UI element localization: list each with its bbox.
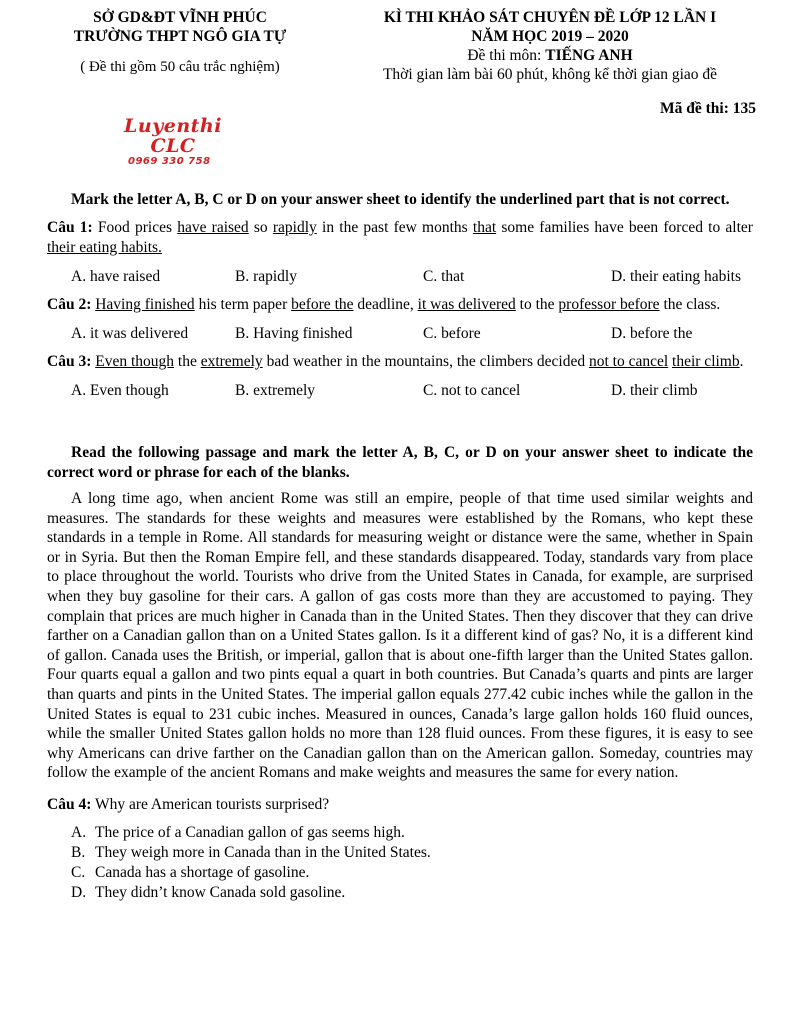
option-text: They didn’t know Canada sold gasoline. bbox=[95, 883, 346, 901]
question-text: . bbox=[739, 353, 744, 370]
section1-instruction: Mark the letter A, B, C or D on your answer sheet to identify the underlined part that is not correct. bbox=[71, 191, 730, 208]
question-label: Câu 3: bbox=[47, 353, 92, 370]
option-letter: B. bbox=[71, 843, 86, 861]
underlined-part: have raised bbox=[177, 219, 249, 236]
option-b: B. Having finished bbox=[235, 325, 353, 342]
subject-line bbox=[340, 46, 760, 65]
option-a: A. it was delivered bbox=[71, 325, 189, 342]
option-letter: D. bbox=[71, 883, 87, 901]
department-name: SỞ GD&ĐT VĨNH PHÚC bbox=[93, 9, 267, 26]
underlined-part: before the bbox=[291, 296, 354, 313]
option-d bbox=[71, 883, 753, 903]
exam-content bbox=[47, 190, 753, 903]
question-3-options bbox=[47, 381, 753, 401]
underlined-part: that bbox=[472, 219, 497, 236]
watermark-logo bbox=[98, 116, 248, 168]
exam-title: KÌ THI KHẢO SÁT CHUYÊN ĐỀ LỚP 12 LẦN I bbox=[383, 9, 717, 26]
question-1 bbox=[47, 218, 753, 258]
question-count-note: ( Đề thi gồm 50 câu trắc nghiệm) bbox=[80, 59, 280, 75]
question-2 bbox=[47, 295, 753, 315]
option-c bbox=[71, 863, 753, 883]
exam-header bbox=[340, 8, 760, 84]
option-b bbox=[71, 843, 753, 863]
option-b: B. extremely bbox=[235, 382, 316, 399]
subject-name: TIẾNG ANH bbox=[545, 47, 633, 64]
time-note: Thời gian làm bài 60 phút, không kể thời gian giao đề bbox=[382, 66, 718, 83]
option-a: A. Even though bbox=[71, 382, 169, 399]
exam-code: Mã đề thi: 135 bbox=[659, 100, 756, 117]
question-1-options bbox=[47, 267, 753, 287]
question-text: bad weather in the mountains, the climbers decided bbox=[262, 353, 589, 370]
question-text: some families have been forced to alter bbox=[496, 219, 753, 236]
question-text: to the bbox=[515, 296, 559, 313]
underlined-part: not to cancel bbox=[588, 353, 669, 370]
underlined-part: their climb bbox=[672, 353, 740, 370]
underlined-part: it was delivered bbox=[417, 296, 516, 313]
underlined-part: their eating habits. bbox=[47, 239, 162, 256]
question-2-options bbox=[47, 324, 753, 344]
question-text: so bbox=[248, 219, 273, 236]
option-letter: A. bbox=[71, 823, 87, 841]
question-4 bbox=[47, 795, 753, 815]
option-d: D. before the bbox=[611, 325, 693, 342]
question-4-options bbox=[47, 823, 753, 903]
question-text: deadline, bbox=[353, 296, 418, 313]
question-label: Câu 2: bbox=[47, 296, 92, 313]
underlined-part: professor before bbox=[558, 296, 660, 313]
question-text: in the past few months bbox=[316, 219, 473, 236]
school-year: NĂM HỌC 2019 – 2020 bbox=[471, 28, 629, 45]
underlined-part: extremely bbox=[200, 353, 263, 370]
question-label: Câu 1: bbox=[47, 219, 93, 236]
option-a bbox=[71, 823, 753, 843]
option-c: C. not to cancel bbox=[423, 382, 521, 399]
school-header bbox=[30, 8, 330, 77]
school-name: TRƯỜNG THPT NGÔ GIA TỰ bbox=[73, 28, 287, 45]
subject-prefix: Đề thi môn: bbox=[467, 47, 546, 64]
watermark-brand: Luyenthi CLC bbox=[124, 115, 222, 157]
option-text: Canada has a shortage of gasoline. bbox=[95, 863, 310, 881]
question-text: Why are American tourists surprised? bbox=[91, 795, 330, 813]
option-letter: C. bbox=[71, 863, 86, 881]
reading-passage: A long time ago, when ancient Rome was still an empire, people of that time used similar weights and measures. The standards for these weights and measures were established by the Romans, who kept these standards in a temple in Rome. All standards for measuring weight or distance were the same, whether in Spain or in Syria. But then the Roman Empire fell, and these standards disappeared. Today, standards vary from place to place throughout the world. Tourists who drive from the United States in Canada, for example, are surprised when they buy gasoline for their cars. A gallon of gas costs more than they are accustomed to paying. They complain that prices are much higher in Canada than in the United States. Then they discover that they can drive farther on a Canadian gallon than on a United States gallon. Is it a different kind of gas? No, it is a different kind of gallon. Canada uses the British, or imperial, gallon that is about one-fifth larger than the United States gallon. Four quarts equal a gallon and two pints equal a quart in both countries. But Canada’s quarts and pints are larger than quarts and pints in the United States. The imperial gallon equals 277.42 cubic inches while the gallon in the United States is equal to 231 cubic inches. Measured in ounces, Canada’s large gallon holds 160 fluid ounces, while the smaller United States gallon holds no more than 128 fluid ounces. From these figures, it is easy to see why Americans can drive farther on the Canadian gallon than on the American gallon. Someday, countries may follow the example of the ancient Romans and make weights and measures the same for every nation. bbox=[47, 490, 753, 782]
option-a: A. have raised bbox=[71, 268, 161, 285]
question-text: the class. bbox=[659, 296, 721, 313]
option-c: C. before bbox=[423, 325, 481, 342]
underlined-part: rapidly bbox=[272, 219, 317, 236]
option-d: D. their climb bbox=[611, 382, 698, 399]
watermark-phone: 0969 330 758 bbox=[128, 156, 211, 167]
option-b: B. rapidly bbox=[235, 268, 297, 285]
question-text: the bbox=[174, 353, 201, 370]
section2-instruction: Read the following passage and mark the letter A, B, C, or D on your answer sheet to indicate the correct word or phrase for each of the blanks. bbox=[47, 444, 753, 481]
option-c: C. that bbox=[423, 268, 465, 285]
option-d: D. their eating habits bbox=[611, 268, 741, 285]
underlined-part: Having finished bbox=[95, 296, 195, 313]
question-text: his term paper bbox=[194, 296, 292, 313]
option-text: The price of a Canadian gallon of gas seems high. bbox=[95, 823, 405, 841]
question-3 bbox=[47, 352, 753, 372]
underlined-part: Even though bbox=[95, 353, 175, 370]
question-text: Food prices bbox=[92, 219, 178, 236]
option-text: They weigh more in Canada than in the United States. bbox=[95, 843, 431, 861]
question-label: Câu 4: bbox=[47, 795, 92, 813]
